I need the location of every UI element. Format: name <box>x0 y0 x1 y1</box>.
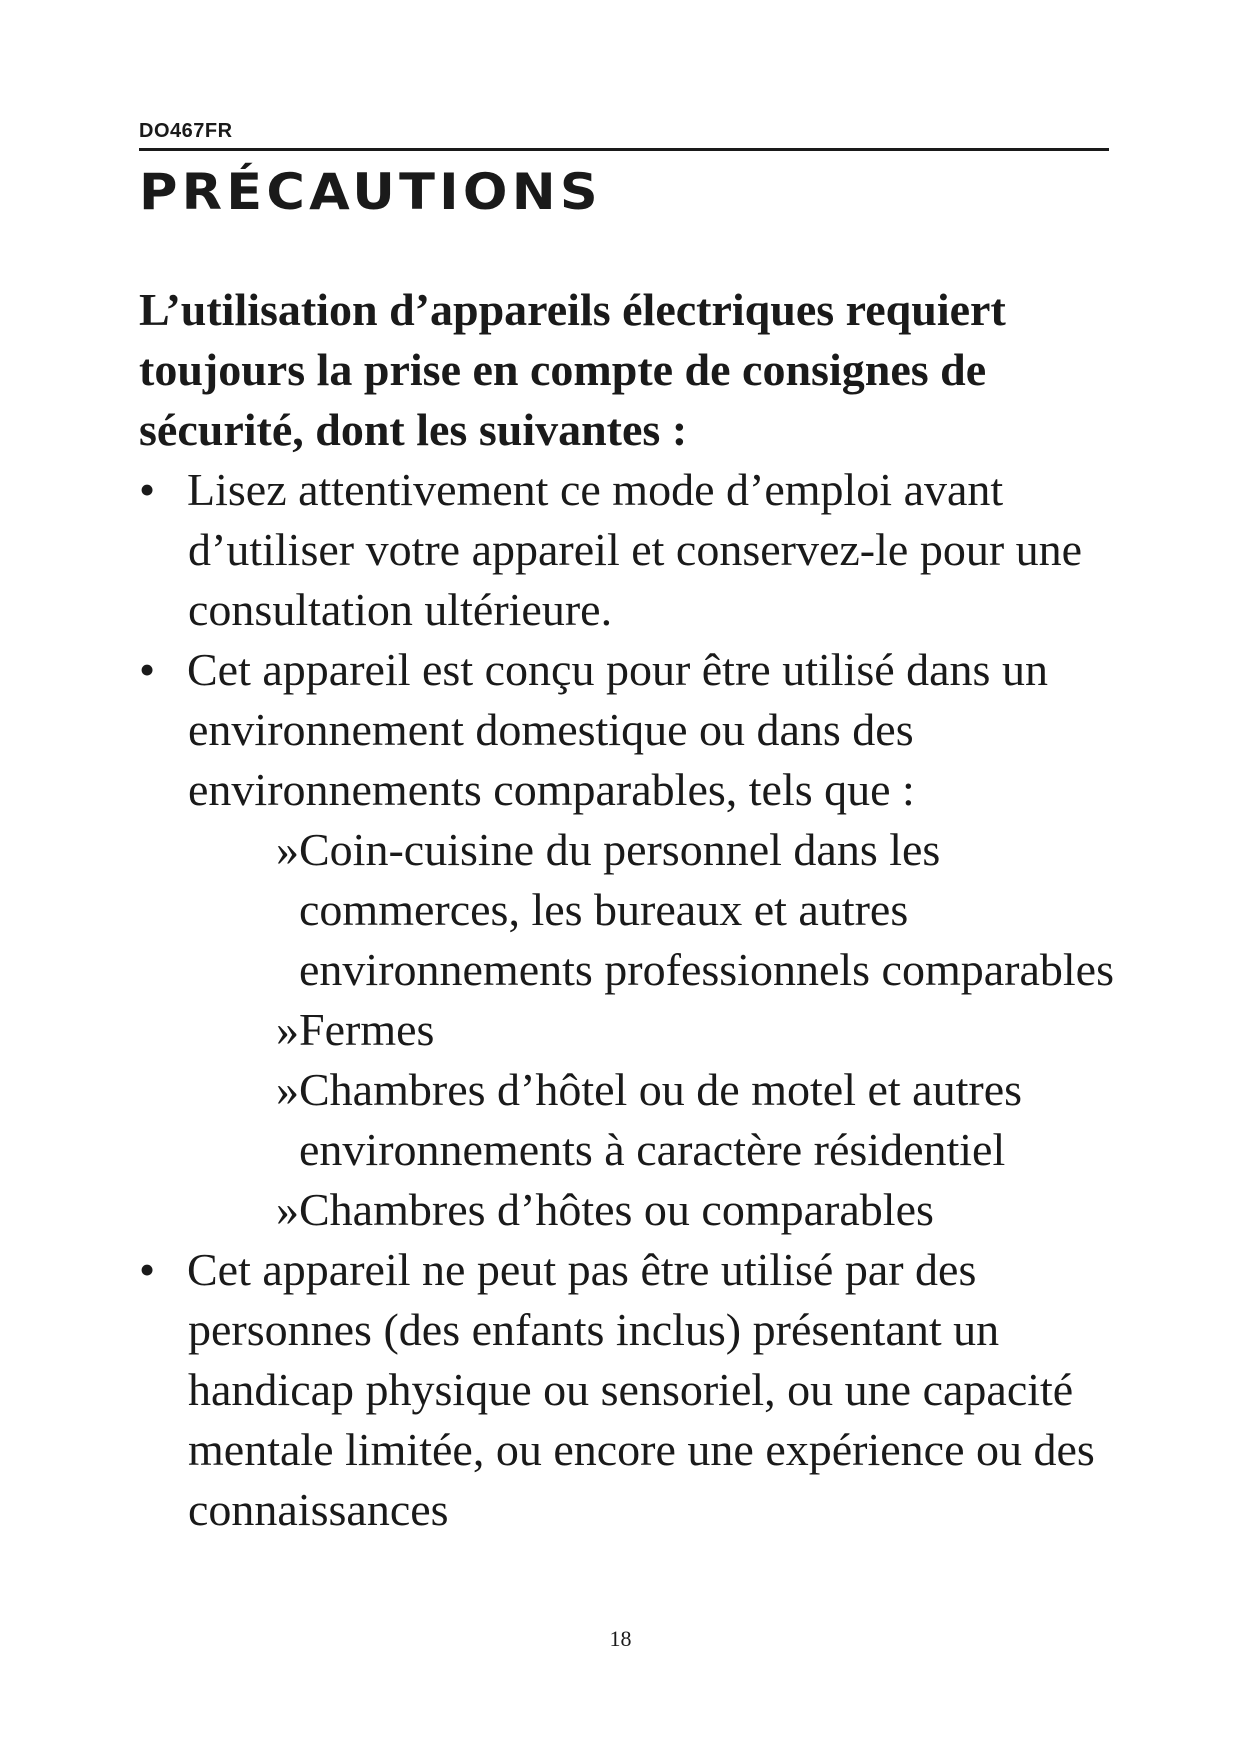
sub-item <box>139 820 1124 1000</box>
page-title: PRÉCAUTIONS <box>139 163 602 221</box>
bullet-icon: • <box>139 464 156 515</box>
bullet-text: Lisez attentivement ce mode d’emploi avant d’utiliser votre appareil et conservez-le pour une consultation ultérieure. <box>187 464 1083 635</box>
bullet-text: Cet appareil ne peut pas être utilisé par des personnes (des enfants inclus) présentant un handicap physique ou sensoriel, ou une capacité mentale limitée, ou encore une expérience ou des connaissances <box>187 1244 1095 1535</box>
sub-bullet-icon: » <box>276 1184 299 1235</box>
sub-item <box>139 1180 1124 1240</box>
sub-item-text: Chambres d’hôtes ou comparables <box>299 1184 934 1235</box>
sub-bullet-icon: » <box>276 1064 299 1115</box>
bullet-item <box>139 1240 1124 1540</box>
sub-item-text: Chambres d’hôtel ou de motel et autres environnements à caractère résidentiel <box>299 1064 1023 1175</box>
sub-bullet-icon: » <box>276 1004 299 1055</box>
bullet-item <box>139 460 1124 640</box>
sub-bullet-icon: » <box>276 824 299 875</box>
bullet-item <box>139 640 1124 820</box>
page-content <box>139 280 1124 1540</box>
bullet-icon: • <box>139 1244 156 1295</box>
bullet-icon: • <box>139 644 156 695</box>
sub-item <box>139 1060 1124 1180</box>
sub-item <box>139 1000 1124 1060</box>
model-code: DO467FR <box>139 120 233 142</box>
page-number: 18 <box>609 1626 632 1651</box>
intro-paragraph: L’utilisation d’appareils électriques requiert toujours la prise en compte de consignes de sécurité, dont les suivantes : <box>139 284 1006 455</box>
bullet-text: Cet appareil est conçu pour être utilisé dans un environnement domestique ou dans des environnements comparables, tels que : <box>187 644 1048 815</box>
sub-item-text: Fermes <box>299 1004 435 1055</box>
header-rule <box>139 148 1109 151</box>
sub-item-text: Coin-cuisine du personnel dans les commerces, les bureaux et autres environnements professionnels comparables <box>299 824 1114 995</box>
